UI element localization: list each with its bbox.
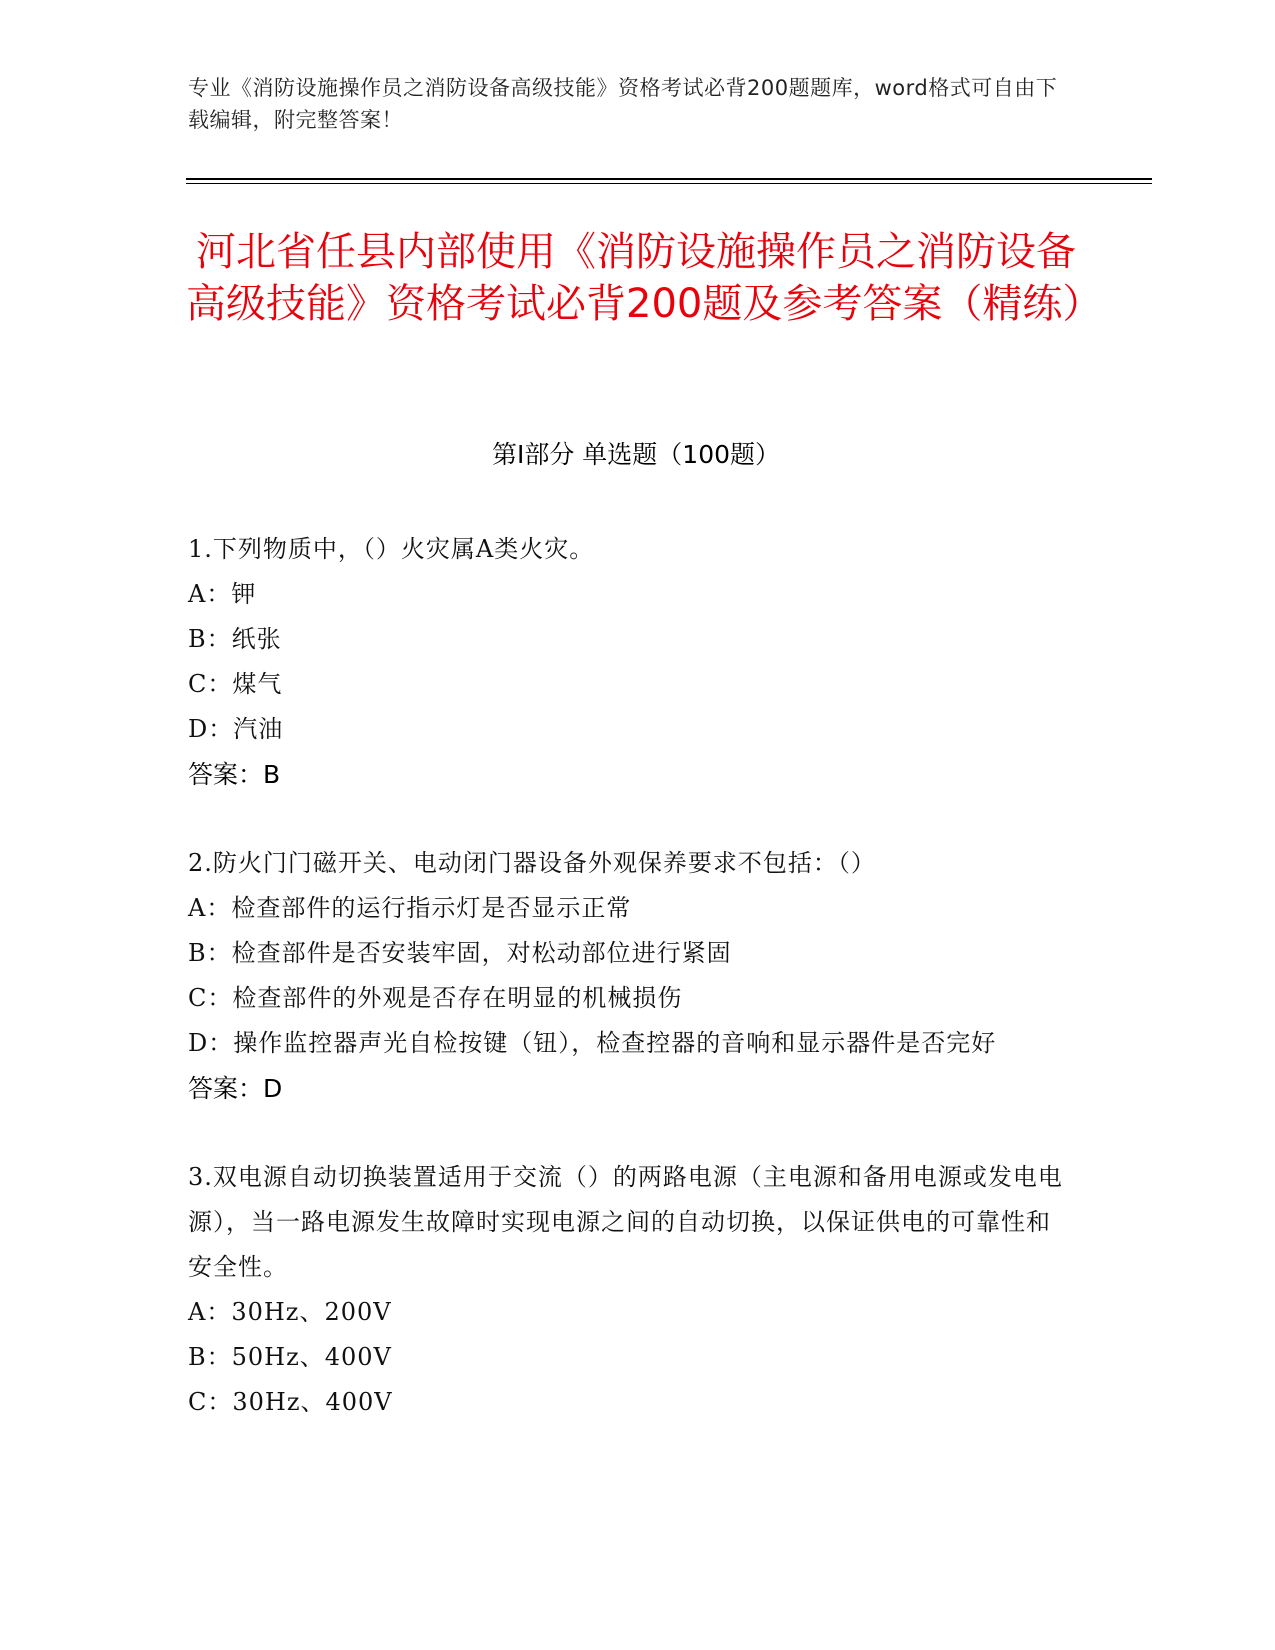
- option-c: C：检查部件的外观是否存在明显的机械损伤: [188, 984, 683, 1012]
- document-title: 河北省任县内部使用《消防设施操作员之消防设备高级技能》资格考试必背200题及参考答案（精练）: [186, 229, 1103, 327]
- header-rule-thin: [186, 183, 1152, 184]
- option-a: A：30Hz、200V: [188, 1298, 392, 1326]
- option-c: C：煤气: [188, 670, 283, 698]
- option-b: B：纸张: [188, 625, 282, 653]
- answer: 答案：D: [188, 1074, 283, 1103]
- option-a: A：检查部件的运行指示灯是否显示正常: [188, 894, 632, 922]
- question-stem: 1.下列物质中，（）火灾属A类火灾。: [188, 535, 595, 563]
- header-rule-thick: [186, 178, 1152, 180]
- question-2: [188, 841, 1068, 1111]
- answer: 答案：B: [188, 760, 281, 789]
- question-stem: 2.防火门门磁开关、电动闭门器设备外观保养要求不包括：（）: [188, 849, 876, 877]
- option-b: B：检查部件是否安装牢固，对松动部位进行紧固: [188, 939, 732, 967]
- question-1: [188, 527, 1068, 797]
- option-a: A：钾: [188, 580, 257, 608]
- option-d: D：汽油: [188, 715, 284, 743]
- question-list: [188, 527, 1068, 1469]
- option-d: D：操作监控器声光自检按键（钮），检查控器的音响和显示器件是否完好: [188, 1029, 997, 1057]
- question-3: [188, 1155, 1068, 1425]
- header-note: 专业《消防设施操作员之消防设备高级技能》资格考试必背200题题库，word格式可自由下载编辑，附完整答案！: [188, 76, 1058, 132]
- option-b: B：50Hz、400V: [188, 1343, 392, 1371]
- section-heading: 第I部分 单选题（100题）: [491, 440, 781, 469]
- question-stem: 3.双电源自动切换装置适用于交流（）的两路电源（主电源和备用电源或发电电源），当一路电源发生故障时实现电源之间的自动切换，以保证供电的可靠性和安全性。: [188, 1163, 1063, 1281]
- option-c: C：30Hz、400V: [188, 1388, 393, 1416]
